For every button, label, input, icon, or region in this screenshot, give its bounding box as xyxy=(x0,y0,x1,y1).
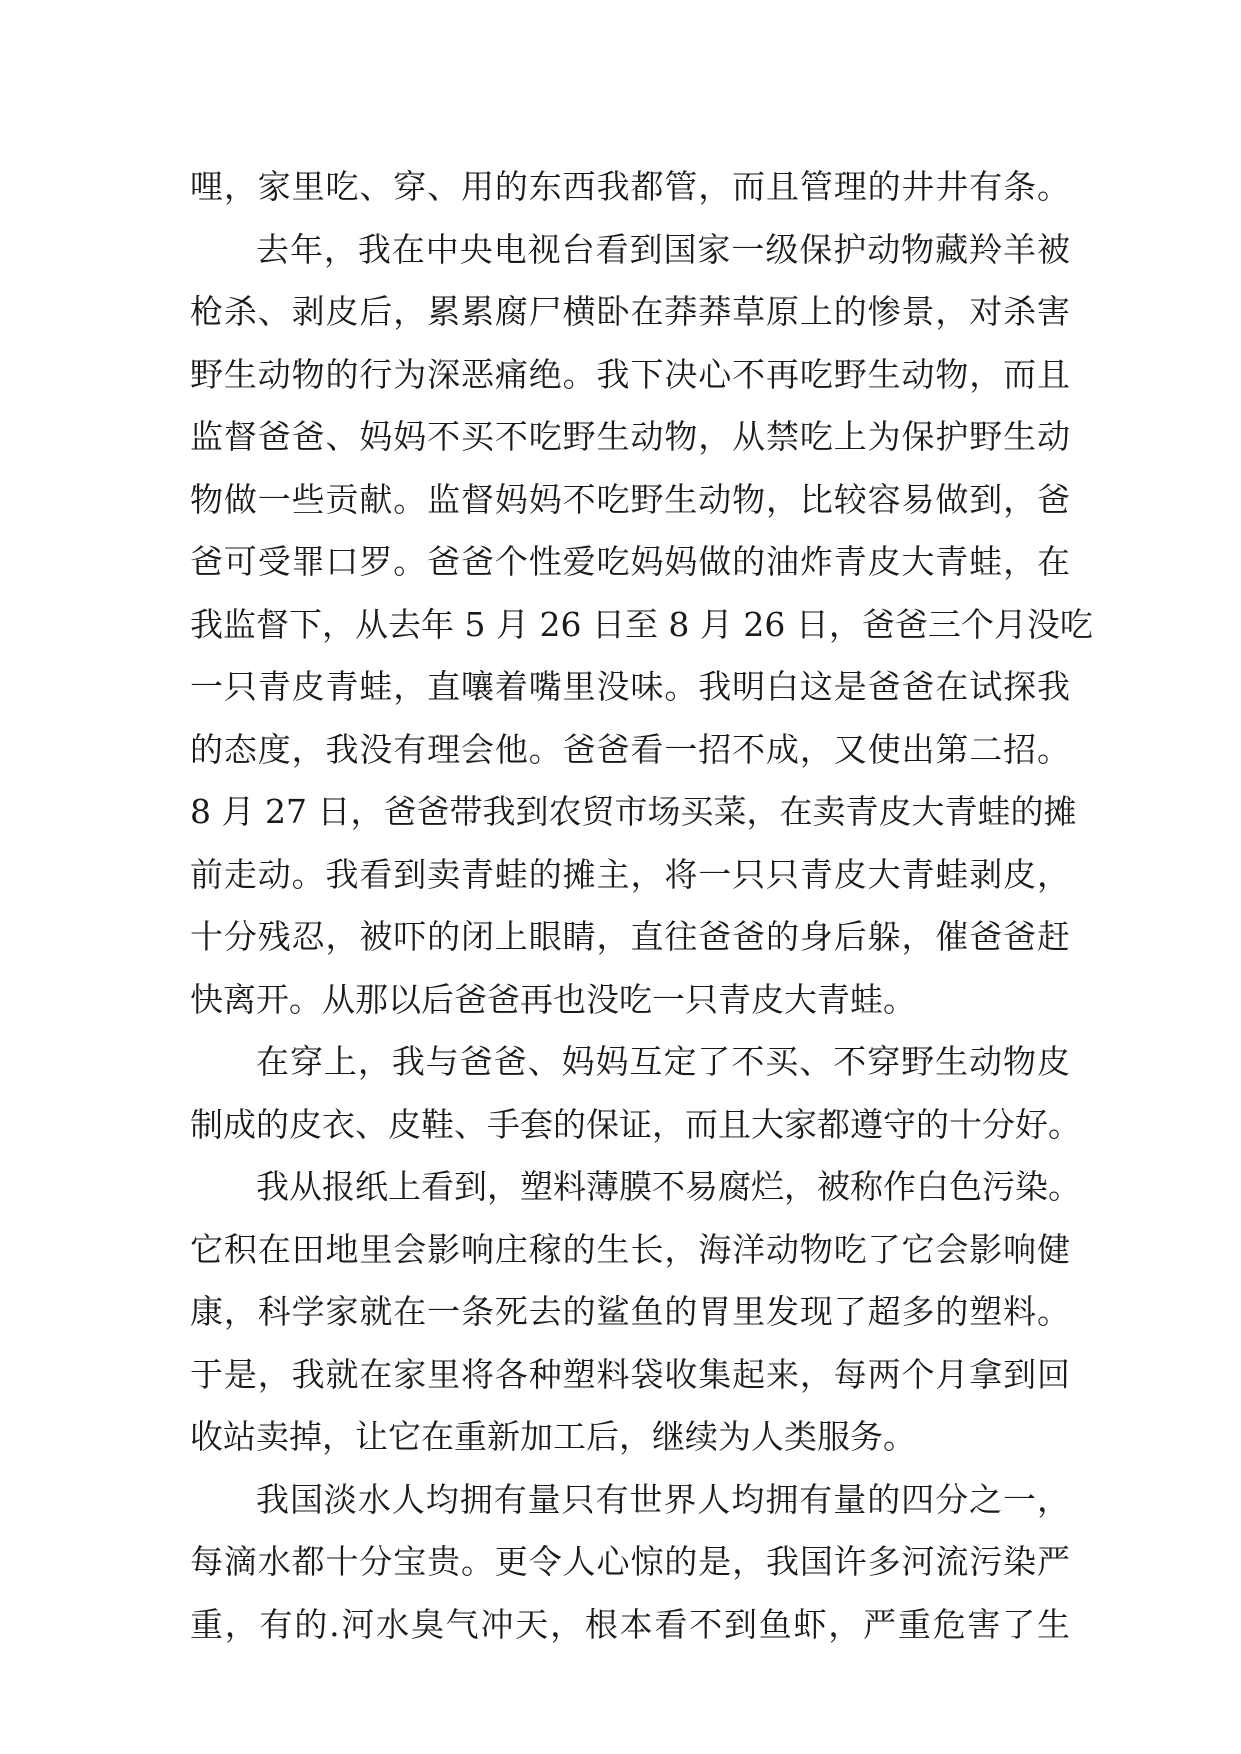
text-line: 的态度，我没有理会他。爸爸看一招不成，又使出第二招。 xyxy=(190,729,1070,769)
text-line: 哩，家里吃、穿、用的东西我都管，而且管理的井井有条。 xyxy=(190,167,1070,206)
text-line: 于是，我就在家里将各种塑料袋收集起来，每两个月拿到回 xyxy=(190,1354,1070,1394)
text-line: 我从报纸上看到，塑料薄膜不易腐烂，被称作白色污染。 xyxy=(256,1167,1081,1206)
text-line: 收站卖掉，让它在重新加工后，继续为人类服务。 xyxy=(190,1417,916,1456)
text-line: 在穿上，我与爸爸、妈妈互定了不买、不穿野生动物皮 xyxy=(256,1042,1070,1081)
text-line: 8 月 27 日，爸爸带我到农贸市场买菜，在卖青皮大青蛙的摊 xyxy=(190,792,1077,831)
text-line: 物做一些贡献。监督妈妈不吃野生动物，比较容易做到，爸 xyxy=(190,479,1070,519)
text-line: 我监督下，从去年 5 月 26 日至 8 月 26 日，爸爸三个月没吃 xyxy=(190,604,1093,644)
document-body xyxy=(190,156,1093,1656)
text-line: 我国淡水人均拥有量只有世界人均拥有量的四分之一， xyxy=(256,1479,1070,1519)
text-line: 制成的皮衣、皮鞋、手套的保证，而且大家都遵守的十分好。 xyxy=(190,1104,1081,1144)
text-line: 爸可受罪口罗。爸爸个性爱吃妈妈做的油炸青皮大青蛙，在 xyxy=(190,542,1070,581)
text-line: 监督爸爸、妈妈不买不吃野生动物，从禁吃上为保护野生动 xyxy=(190,417,1070,456)
text-line: 重，有的.河水臭气冲天，根本看不到鱼虾，严重危害了生 xyxy=(190,1604,1070,1644)
text-line: 每滴水都十分宝贵。更令人心惊的是，我国许多河流污染严 xyxy=(190,1542,1070,1581)
text-line: 枪杀、剥皮后，累累腐尸横卧在莽莽草原上的惨景，对杀害 xyxy=(190,292,1070,331)
text-line: 快离开。从那以后爸爸再也没吃一只青皮大青蛙。 xyxy=(190,979,916,1019)
text-line: 康，科学家就在一条死去的鲨鱼的胃里发现了超多的塑料。 xyxy=(190,1292,1070,1331)
text-line: 去年，我在中央电视台看到国家一级保护动物藏羚羊被 xyxy=(256,229,1070,269)
text-line: 前走动。我看到卖青蛙的摊主，将一只只青皮大青蛙剥皮， xyxy=(190,854,1070,894)
text-line: 十分残忍，被吓的闭上眼睛，直往爸爸的身后躲，催爸爸赶 xyxy=(190,917,1070,956)
text-line: 它积在田地里会影响庄稼的生长，海洋动物吃了它会影响健 xyxy=(190,1229,1070,1269)
text-line: 一只青皮青蛙，直嚷着嘴里没味。我明白这是爸爸在试探我 xyxy=(190,667,1070,706)
text-line: 野生动物的行为深恶痛绝。我下决心不再吃野生动物，而且 xyxy=(190,354,1070,394)
